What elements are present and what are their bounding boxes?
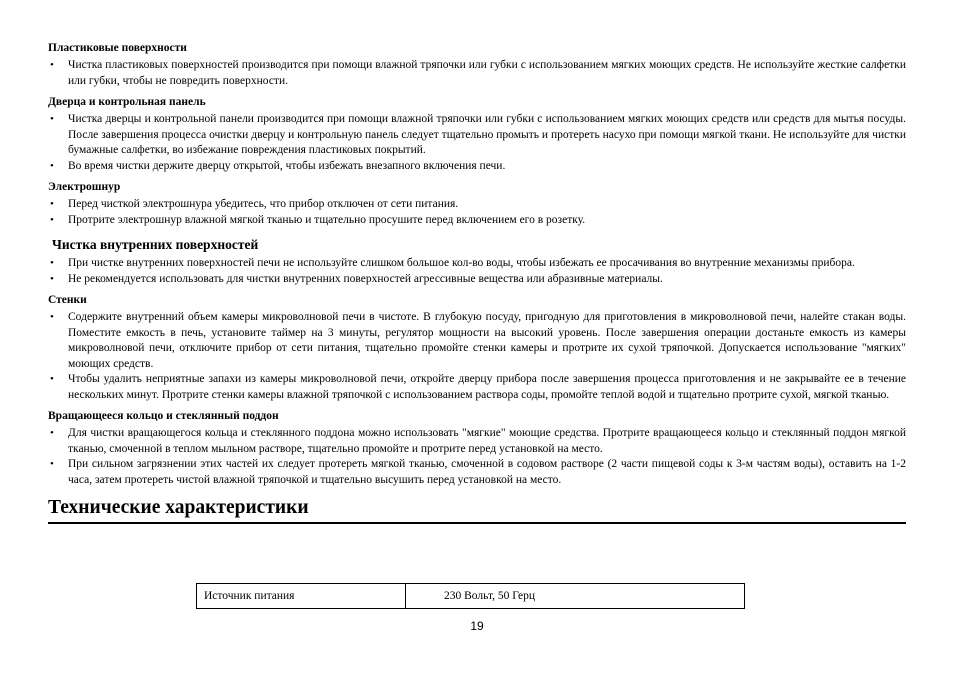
document-page	[48, 41, 906, 524]
bullet-icon: •	[50, 427, 54, 439]
bullet-icon: •	[50, 373, 54, 385]
list-ring-tray	[48, 426, 906, 488]
list-power-cord	[48, 197, 906, 228]
list-item: • Для чистки вращающегося кольца и стеклянного поддона можно использовать "мягкие" моющие средства. Протрите вращающееся кольцо и стеклянный поддон мягкой тканью, смоченной в теплом мыльном растворе, тщательно промойте и протрите перед установкой на место.	[50, 427, 906, 455]
bullet-icon: •	[50, 113, 54, 125]
heading-walls: Стенки	[48, 294, 87, 306]
bullet-icon: •	[50, 311, 54, 323]
list-door-control-panel	[48, 112, 906, 174]
specs-table	[196, 583, 745, 609]
page-number: 19	[470, 619, 484, 633]
list-item: • Перед чисткой электрошнура убедитесь, что прибор отключен от сети питания.	[48, 197, 906, 213]
list-item: • При чистке внутренних поверхностей печи не используйте слишком большое кол-во воды, чтобы избежать ее просачивания во внутренние механизмы прибора.	[48, 256, 906, 272]
list-item: • Содержите внутренний объем камеры микроволновой печи в чистоте. В глубокую посуду, пригодную для приготовления в микроволновой печи, налейте стакан воды. Поместите емкость в печь, установите таймер на 3 минуты, регулятор мощности на высокий уровень. После завершения операции достаньте емкость из камеры микроволновой печи, отключите прибор от сети питания, тщательно промойте стенки камеры и протрите их сухой тряпочкой. Допускается использование "мягких" моющих средств.	[50, 311, 906, 370]
list-plastic-surfaces	[48, 58, 906, 89]
table-row	[197, 584, 745, 609]
heading-plastic-surfaces: Пластиковые поверхности	[48, 42, 187, 54]
bullet-icon: •	[50, 213, 54, 226]
bullet-icon: •	[50, 458, 54, 470]
heading-ring-tray: Вращающееся кольцо и стеклянный поддон	[48, 410, 279, 422]
bullet-icon: •	[50, 159, 54, 172]
heading-door-control-panel: Дверца и контрольная панель	[48, 96, 206, 108]
heading-inner-cleaning: Чистка внутренних поверхностей	[52, 237, 259, 252]
list-item: • Протрите электрошнур влажной мягкой тканью и тщательно просушите перед включением его в розетку.	[48, 213, 906, 229]
bullet-icon: •	[50, 257, 54, 269]
bullet-icon: •	[50, 198, 54, 210]
heading-power-cord: Электрошнур	[48, 181, 121, 193]
spec-key-power-source: Источник питания	[197, 584, 406, 609]
list-item: • При сильном загрязнении этих частей их следует протереть мягкой тканью, смоченной в содовом растворе (2 части пищевой соды к 3-м частям воды), оставить на 1-2 часа, затем протереть чистой влажной тряпочкой и тщательно высушить перед установкой на место.	[50, 458, 906, 486]
list-item: • Чистка пластиковых поверхностей производится при помощи влажной тряпочки или губки с использованием мягких моющих средств. Не используйте жесткие салфетки или губки, чтобы не повредить поверхности.	[50, 59, 906, 87]
list-walls	[48, 310, 906, 403]
list-inner-cleaning	[48, 256, 906, 287]
heading-technical-specs: Технические характеристики	[48, 496, 906, 524]
spec-value-power-source: 230 Вольт, 50 Герц	[406, 584, 745, 609]
list-item: • Чистка дверцы и контрольной панели производится при помощи влажной тряпочки или губки с использованием мягких моющих средств или средств для мытья посуды. После завершения процесса очистки дверцу и контрольную панель следует тщательно промыть и протереть насухо при помощи мягкой ткани. Не используйте для чистки бумажные салфетки, во избежание повреждения пластиковых покрытий.	[50, 113, 906, 156]
bullet-icon: •	[50, 59, 54, 71]
list-item: • Не рекомендуется использовать для чистки внутренних поверхностей агрессивные вещества или абразивные материалы.	[48, 272, 906, 288]
list-item: • Во время чистки держите дверцу открытой, чтобы избежать внезапного включения печи.	[48, 159, 906, 175]
list-item: • Чтобы удалить неприятные запахи из камеры микроволновой печи, откройте дверцу прибора после завершения процесса приготовления и не закрывайте ее в течение нескольких минут. Протрите стенки камеры влажной тряпочкой с использованием раствора соды, промойте теплой водой и тщательно протрите сухой, мягкой тканью.	[50, 373, 906, 401]
bullet-icon: •	[50, 272, 54, 285]
